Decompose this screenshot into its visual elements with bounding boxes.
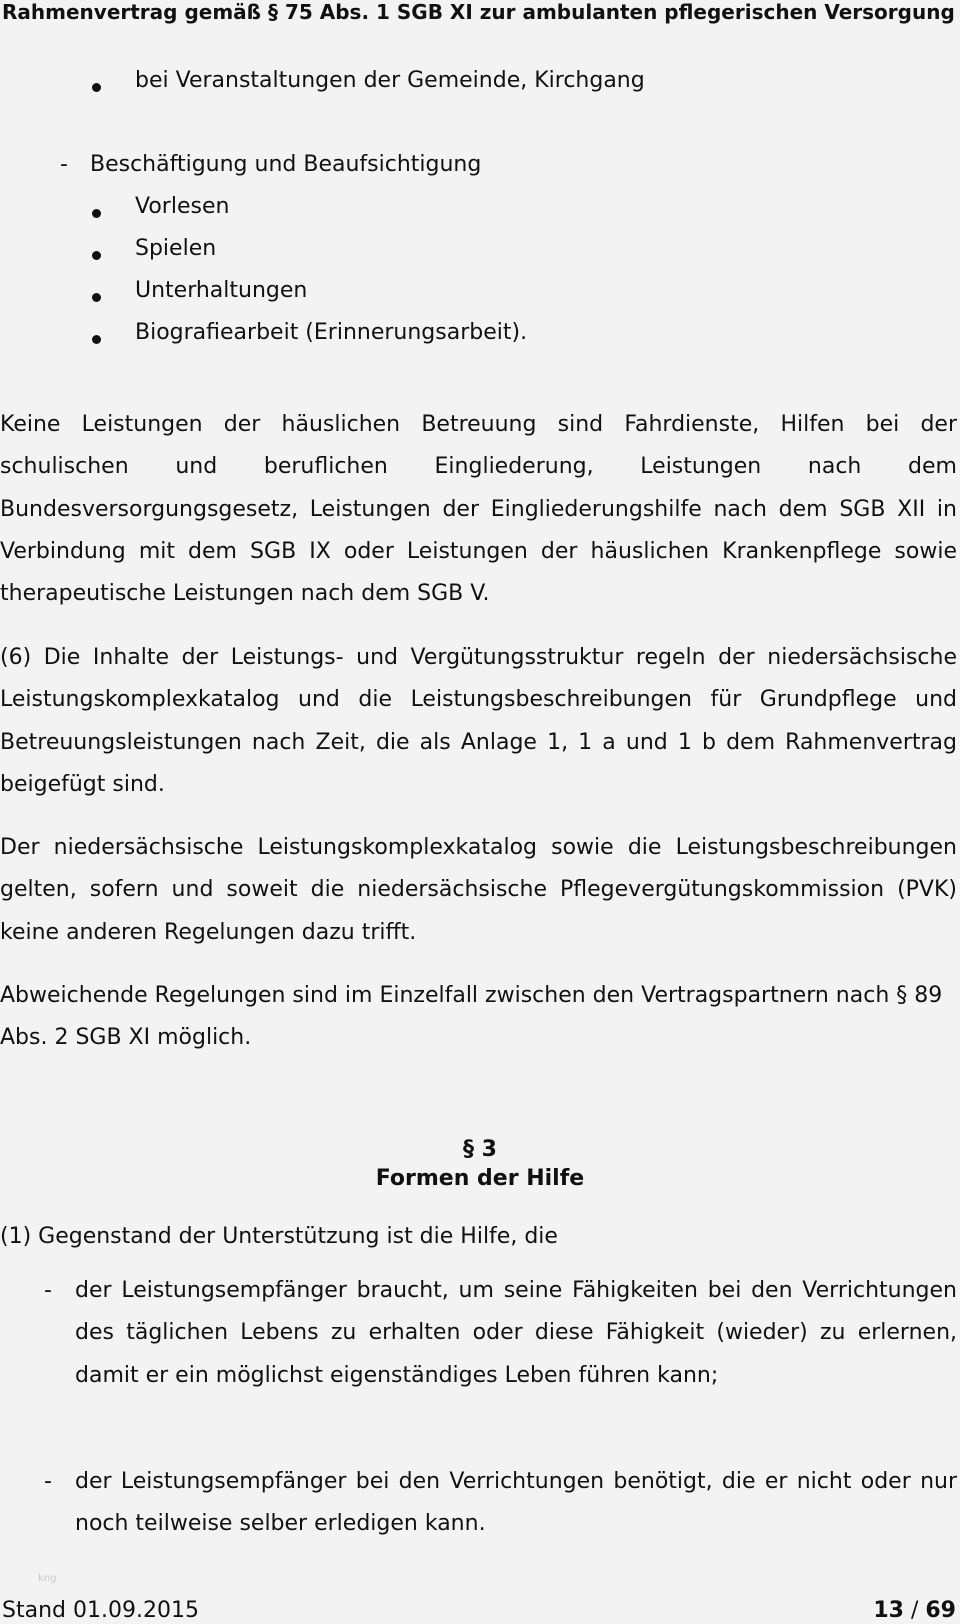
- watermark: kng: [38, 1573, 57, 1584]
- paragraph: Keine Leistungen der häuslichen Betreuung sind Fahrdienste, Hilfen bei der schulischen und beruflichen Eingliederung, Leistungen nach dem Bundesversorgungsgesetz, Leistungen der Eingliederungshilfe nach dem SGB XII in Verbindung mit dem SGB IX oder Leistungen der häuslichen Krankenpflege sowie therapeutische Leistungen nach dem SGB V.: [0, 412, 957, 607]
- bullet-icon: [92, 83, 101, 92]
- section-title: Formen der Hilfe: [375, 1166, 585, 1191]
- bullet-icon: [92, 209, 101, 218]
- section-intro: (1) Gegenstand der Unterstützung ist die Hilfe, die: [0, 1224, 558, 1249]
- paragraph: Abweichende Regelungen sind im Einzelfall zwischen den Vertragspartnern nach § 89 Abs. 2 SGB XI möglich.: [0, 983, 943, 1051]
- paragraph: (6) Die Inhalte der Leistungs- und Vergütungsstruktur regeln der niedersächsische Leistungskomplexkatalog und die Leistungsbeschreibungen für Grundpflege und Betreuungsleistungen nach Zeit, die als Anlage 1, 1 a und 1 b dem Rahmenvertrag beigefügt sind.: [0, 645, 957, 797]
- paragraph: Der niedersächsische Leistungskomplexkatalog sowie die Leistungsbeschreibungen gelten, sofern und soweit die niedersächsische Pflegevergütungskommission (PVK) keine anderen Regelungen dazu trifft.: [0, 835, 957, 945]
- bullet-icon: [92, 335, 101, 344]
- footer-date: Stand 01.09.2015: [2, 1598, 199, 1623]
- bullet-icon: [92, 293, 101, 302]
- document-page: Rahmenvertrag gemäß § 75 Abs. 1 SGB XI zur ambulanten pflegerischen Versorgung bei Veranstaltungen der Gemeinde, Kirchgang - Beschäftigung und Beaufsichtigung Vorlesen Spielen Unterhaltungen Biografiearbeit (Erinnerungsarbeit). Keine Leistungen der häuslichen Betreuung sind Fahrdienste, Hilfen bei der schulischen und beruflichen Eingliederung, Leistungen nach dem Bundesversorgungsgesetz, Leistungen der Eingliederungshilfe nach dem SGB XII in Verbindung mit dem SGB IX oder Leistungen der häuslichen Krankenpflege sowie therapeutische Leistungen nach dem SGB V. (6) Die Inhalte der Leistungs- und Vergütungsstruktur regeln der niedersächsische Leistungskomplexkatalog und die Leistungsbeschreibungen für Grundpflege und Betreuungsleistungen nach Zeit, die als Anlage 1, 1 a und 1 b dem Rahmenvertrag beigefügt sind. Der niedersächsische Leistungskomplexkatalog sowie die Leistungsbeschreibungen gelten, sofern und soweit die niedersächsische Pflegevergütungskommission (PVK) keine anderen Regelungen dazu trifft. Abweichende Regelungen sind im Einzelfall zwischen den Vertragspartnern nach § 89 Abs. 2 SGB XI möglich. § 3 Formen der Hilfe (1) Gegenstand der Unterstützung ist die Hilfe, die - der Leistungsempfänger braucht, um seine Fähigkeiten bei den Verrichtungen des täglichen Lebens zu erhalten oder diese Fähigkeit (wieder) zu erlernen, damit er ein möglichst eigenständiges Leben führen kann; - der Leistungsempfänger bei den Verrichtungen benötigt, die er nicht oder nur noch teilweise selber erledigen kann. kng Stand 01.09.2015 13 / 69: [0, 0, 960, 1624]
- page-number: 13 / 69: [873, 1598, 956, 1623]
- section-number: § 3: [463, 1137, 497, 1162]
- page-header: Rahmenvertrag gemäß § 75 Abs. 1 SGB XI zur ambulanten pflegerischen Versorgung: [2, 0, 955, 24]
- list-item-dash: - der Leistungsempfänger braucht, um seine Fähigkeiten bei den Verrichtungen des täglichen Lebens zu erhalten oder diese Fähigkeit (wieder) zu erlernen, damit er ein möglichst eigenständiges Leben führen kann;: [44, 1278, 957, 1388]
- bullet-icon: [92, 251, 101, 260]
- list-item-dash: - der Leistungsempfänger bei den Verrichtungen benötigt, die er nicht oder nur noch teilweise selber erledigen kann.: [44, 1469, 957, 1537]
